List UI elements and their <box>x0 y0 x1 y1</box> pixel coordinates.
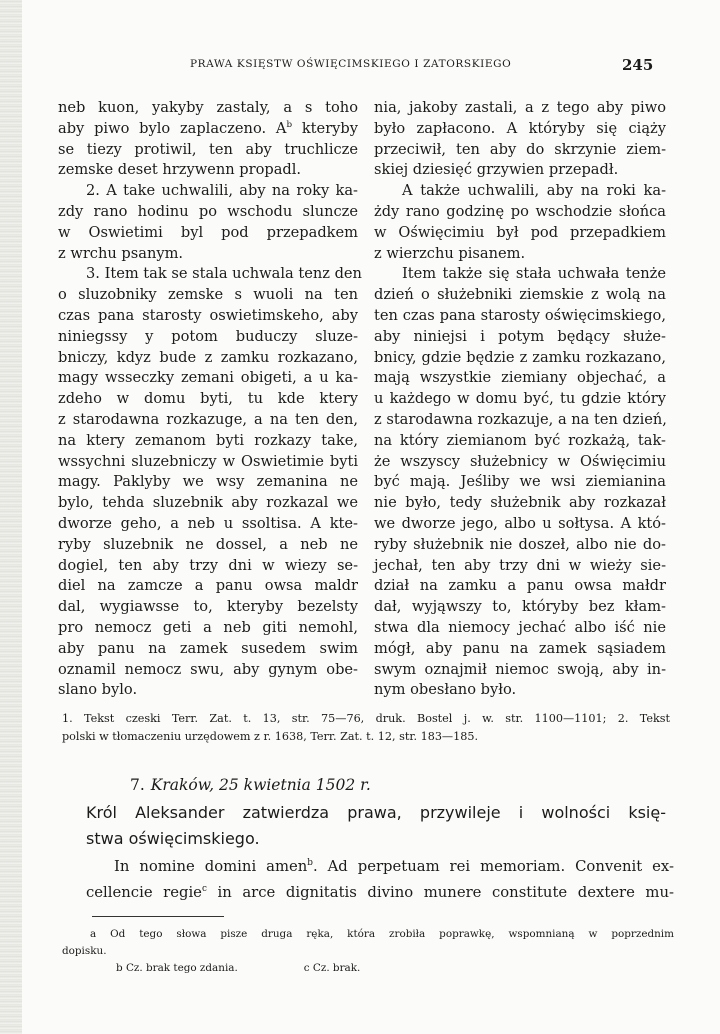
text-line: było zapłacono. A któryby się ciąży <box>374 119 666 137</box>
book-spine-edge <box>0 0 22 1034</box>
text-line: se tiezy protiwil, ten aby truchlicze <box>58 140 358 158</box>
footnotes <box>62 926 674 960</box>
latin-text <box>86 854 674 906</box>
text-line: aby panu na zamek susedem swim <box>58 639 358 657</box>
text-line: w Oswietimi byl pod przepadkem <box>58 223 358 241</box>
document-place-date: Kraków, 25 kwietnia 1502 r. <box>150 776 371 794</box>
text-line: neb kuon, yakyby zastaly, a s toho <box>58 99 358 116</box>
text-line: z starodawna rozkazuje, a na ten dzień, <box>374 410 667 428</box>
footnote-marker: b <box>286 119 293 130</box>
document-summary <box>86 800 666 852</box>
text-line: dogiel, ten aby trzy dni w wiezy se- <box>58 556 358 574</box>
text-line: niniegssy y potom buduczy sluze- <box>58 327 358 345</box>
text-line: diel na zamcze a panu owsa maldr <box>58 577 358 595</box>
text-line: na ktery zemanom byti rozkazy take, <box>58 431 358 449</box>
text-line <box>86 880 674 906</box>
source-note-line: 1. Tekst czeski Terr. Zat. t. 13, str. 75—76, druk. Bostel j. w. str. 1100—1101; 2. Tekst <box>62 712 670 725</box>
text-line: być mają. Jeśliby we wsi ziemianina <box>374 473 666 491</box>
text-line: magy. Paklyby we wsy zemanina ne <box>58 473 358 491</box>
text-fragment: In nomine domini amen <box>114 858 308 875</box>
text-line: oznamil nemocz swu, aby gynym obe- <box>58 660 358 678</box>
text-line: pro nemocz geti a neb giti nemohl, <box>58 618 358 636</box>
czech-text-column <box>58 98 362 701</box>
document-heading <box>130 776 371 794</box>
text-line: ryby służebnik nie doszeł, albo nie do- <box>374 535 666 553</box>
text-line: nym obesłano było. <box>374 681 517 699</box>
text-line: bniczy, kdyz bude z zamku rozkazano, <box>58 348 358 366</box>
text-line: mają wszystkie ziemiany objechać, a <box>374 369 666 387</box>
text-line: zdeho w domu byti, tu kde ktery <box>58 390 358 408</box>
text-line: o sluzobniky zemske s wuoli na ten <box>58 286 358 304</box>
document-number: 7. <box>130 776 145 794</box>
text-line: Item także się stała uchwała tenże <box>402 265 666 283</box>
text-line <box>86 854 674 880</box>
running-title: PRAWA KSIĘSTW OŚWIĘCIMSKIEGO I ZATORSKIEGO <box>190 58 512 70</box>
text-line: aby niniejsi i potym będący służe- <box>374 327 666 345</box>
text-line: skiej dziesięć grzywien przepadł. <box>374 161 619 179</box>
text-line: przeciwił, ten aby do skrzynie ziem- <box>374 140 666 158</box>
text-line: magy wsseczky zemani obigeti, a u ka- <box>58 369 358 387</box>
text-line: u każdego w domu być, tu gdzie który <box>374 390 666 408</box>
text-line: we dworze jego, albo u sołtysa. A któ- <box>374 514 666 532</box>
text-line: w Oświęcimiu był pod przepadkiem <box>374 223 666 241</box>
page-number: 245 <box>622 56 654 74</box>
text-line: czas pana starosty oswietimskeho, aby <box>58 306 358 324</box>
text-line: dzień o służebniki ziemskie z wolą na <box>374 286 666 304</box>
text-line: że wszyscy służebnicy w Oświęcimiu <box>374 452 666 470</box>
text-line: zemske deset hrzywenn propadl. <box>58 161 302 179</box>
text-line: z starodawna rozkazuge, a na ten den, <box>58 410 358 428</box>
footnote-line: dopisku. <box>62 945 107 957</box>
text-line: z wrchu psanym. <box>58 244 184 262</box>
footnote-marker: c <box>201 884 207 895</box>
text-line: dał, wyjąwszy to, któryby bez kłam- <box>374 598 666 616</box>
footnote-c: c Cz. brak. <box>303 962 361 974</box>
text-line: A także uchwalili, aby na roki ka- <box>402 182 666 200</box>
text-line: 2. A take uchwalili, aby na roky ka- <box>86 182 358 200</box>
text-line: zdy rano hodinu po wschodu sluncze <box>58 202 358 220</box>
source-note-line: polski w tłomaczeniu urzędowem z r. 1638, Terr. Zat. t. 12, str. 183—185. <box>62 730 479 743</box>
text-line: jechał, ten aby trzy dni w wieży sie- <box>374 556 666 574</box>
source-note <box>62 710 670 746</box>
text-line: slano bylo. <box>58 681 138 699</box>
text-line: z wierzchu pisanem. <box>374 244 526 262</box>
text-line: nia, jakoby zastali, a z tego aby piwo <box>374 99 666 116</box>
text-fragment: kteryby <box>301 119 358 137</box>
text-line: nie było, tedy służebnik aby rozkazał <box>374 494 666 512</box>
text-line: ten czas pana starosty oświęcimskiego, <box>374 306 666 324</box>
footnote-b: b Cz. brak tego zdania. <box>116 962 238 974</box>
text-fragment: in arce dignitatis divino munere constitute dextere mu- <box>206 884 674 901</box>
text-line: żdy rano godzinę po wschodzie słońca <box>374 202 666 220</box>
text-line: dal, wygiawsse to, kteryby bezelsty <box>58 598 358 616</box>
text-line: bnicy, gdzie będzie z zamku rozkazano, <box>374 348 666 366</box>
text-line <box>58 119 358 140</box>
text-line: 3. Item tak se stala uchwala tenz den <box>86 265 362 283</box>
text-fragment: . Ad perpetuam rei memoriam. Convenit ex- <box>312 858 674 875</box>
text-line: dworze geho, a neb u ssoltisa. A kte- <box>58 514 358 532</box>
text-line: wssychni sluzebniczy w Oswietimie byti <box>58 452 358 470</box>
text-line: stwa dla niemocy jechać albo iść nie <box>374 618 666 636</box>
footnote-marker: b <box>307 858 313 869</box>
summary-line: stwa oświęcimskiego. <box>86 829 260 848</box>
summary-line: Król Aleksander zatwierdza prawa, przywileje i wolności księ- <box>86 803 666 822</box>
text-line: ryby sluzebnik ne dossel, a neb ne <box>58 535 358 553</box>
footnote-line: a Od tego słowa pisze druga ręka, która zrobiła poprawkę, wspomnianą w poprzednim <box>90 928 674 940</box>
text-line: swym oznajmił niemoc swoją, aby in- <box>374 660 666 678</box>
text-line: na który ziemianom być rozkażą, tak- <box>374 431 666 449</box>
text-fragment: aby piwo bylo zaplaczeno. A <box>58 119 287 137</box>
polish-text-column <box>374 98 666 701</box>
text-line: bylo, tehda sluzebnik aby rozkazal we <box>58 494 358 512</box>
text-fragment: cellencie regie <box>86 884 202 901</box>
text-line: dział na zamku a panu owsa małdr <box>374 577 666 595</box>
footnote-rule <box>92 916 224 917</box>
text-line: mógł, aby panu na zamek sąsiadem <box>374 639 666 657</box>
footnotes-short <box>116 962 426 974</box>
